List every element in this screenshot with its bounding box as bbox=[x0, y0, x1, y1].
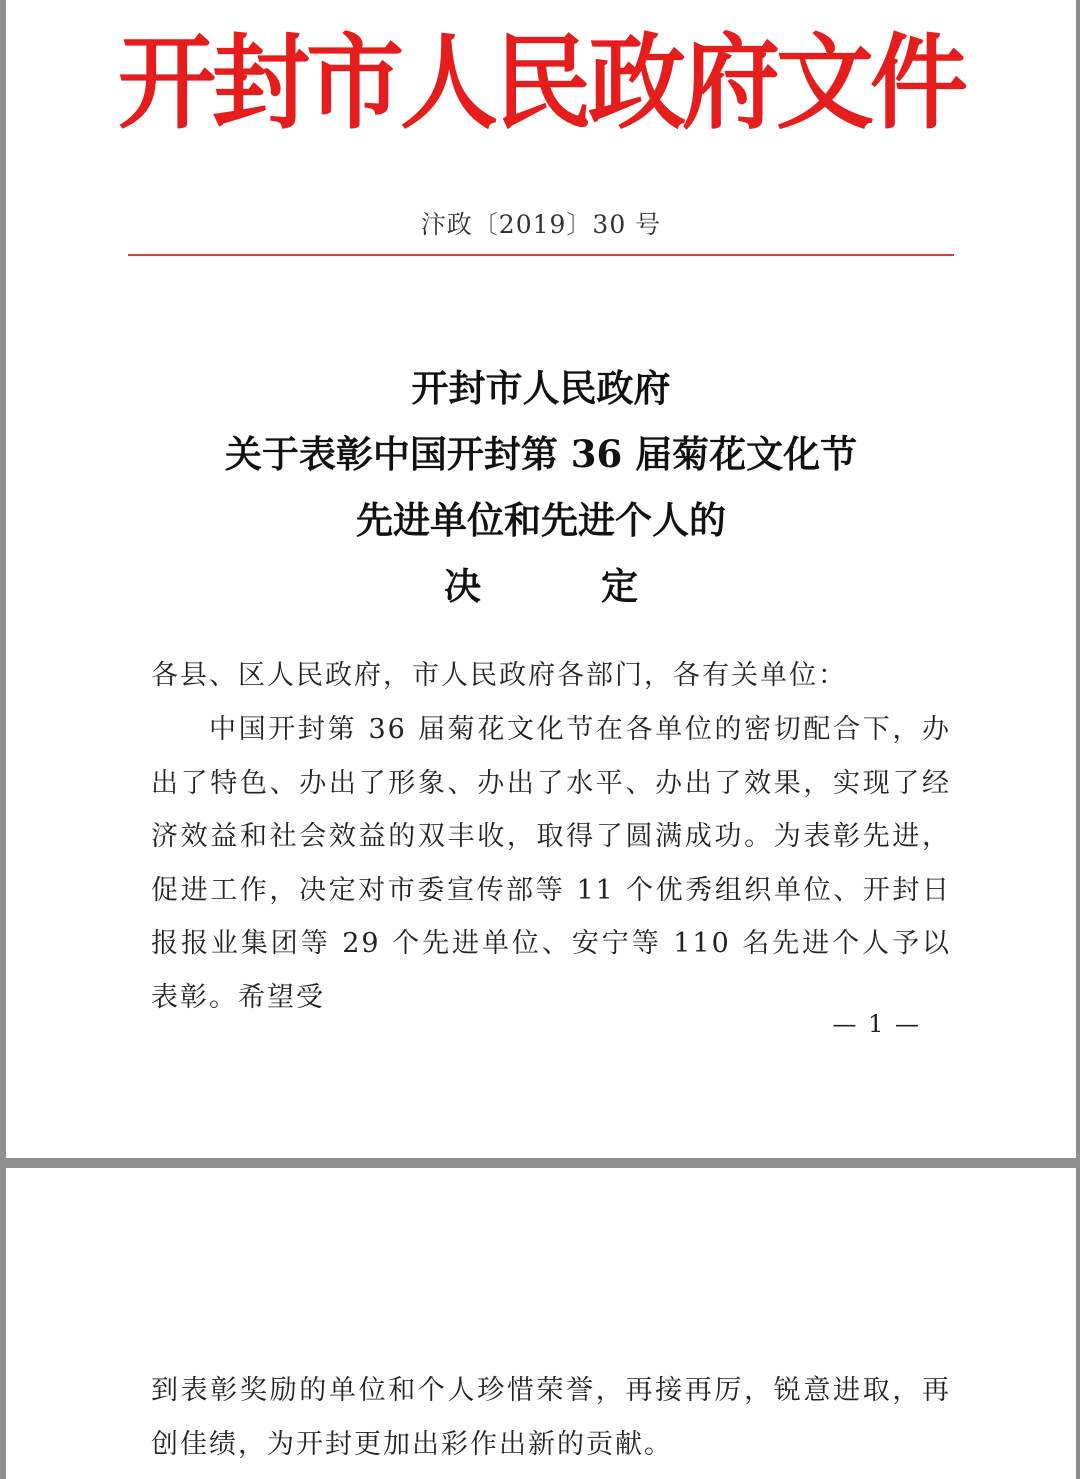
salutation: 各县、区人民政府，市人民政府各部门，各有关单位： bbox=[151, 660, 847, 691]
title-decision-char-1: 决 bbox=[444, 564, 481, 608]
title-line-2: 关于表彰中国开封第 36 届菊花文化节 bbox=[224, 432, 858, 476]
document-number: 汴政〔2019〕30 号 bbox=[420, 210, 662, 239]
title-line-1: 开封市人民政府 bbox=[411, 366, 671, 410]
red-separator-line bbox=[128, 254, 954, 256]
page-number: — 1 — bbox=[832, 1010, 921, 1038]
title-line-3: 先进单位和先进个人的 bbox=[356, 498, 726, 542]
document-page-2 bbox=[6, 1168, 1076, 1479]
document-title bbox=[6, 355, 1076, 619]
continuation-paragraph: 到表彰奖励的单位和个人珍惜荣誉，再接再厉，锐意进取，再创佳绩，为开封更加出彩作出新的贡献。 bbox=[151, 1375, 951, 1460]
document-page-1 bbox=[6, 0, 1076, 1158]
title-decision bbox=[6, 553, 1076, 619]
document-header-title: 开封市人民政府文件 bbox=[117, 23, 964, 144]
title-decision-char-2: 定 bbox=[601, 564, 638, 608]
body-paragraph: 中国开封第 36 届菊花文化节在各单位的密切配合下，办出了特色、办出了形象、办出了水平、办出了效果，实现了经济效益和社会效益的双丰收，取得了圆满成功。为表彰先进，促进工作，决定对市委宣传部等 11 个优秀组织单位、开封日报报业集团等 29 个先进单位、安宁等 110 名先进个人予以表彰。希望受 bbox=[151, 714, 951, 1013]
